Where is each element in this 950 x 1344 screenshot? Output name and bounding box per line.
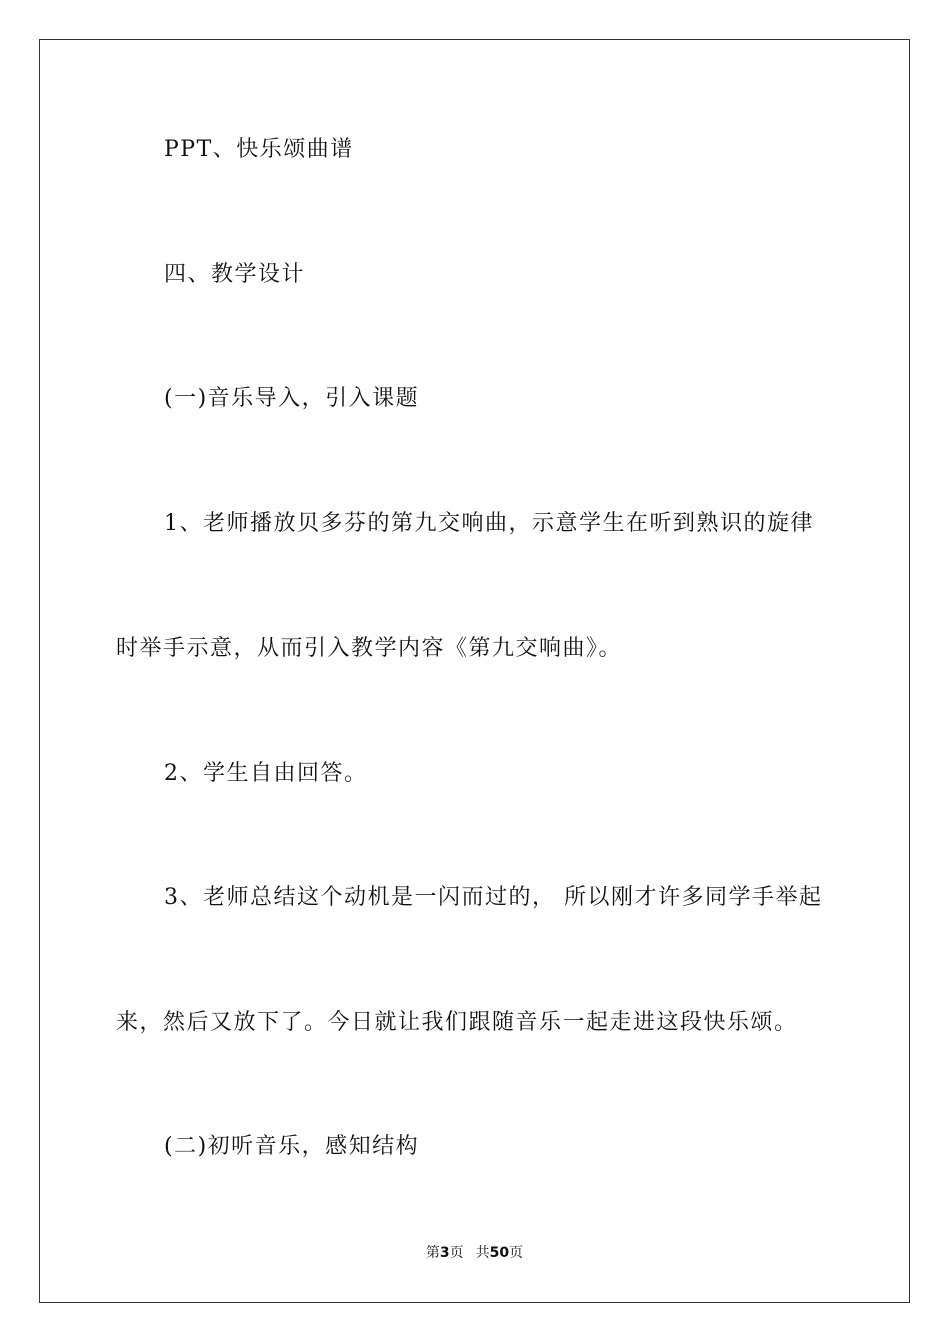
- paragraph-step-3-line-1: 3、老师总结这个动机是一闪而过的， 所以刚才许多同学手举起: [164, 885, 823, 910]
- footer-total-pages: 50: [489, 1245, 510, 1261]
- paragraph-step-2: 2、学生自由回答。: [164, 761, 368, 786]
- paragraph-materials: PPT、快乐颂曲谱: [164, 137, 354, 162]
- footer-page-suffix: 页: [449, 1245, 464, 1261]
- footer-page-number: 3: [439, 1245, 450, 1261]
- footer-total-prefix: 共: [475, 1245, 490, 1261]
- page-footer: [40, 1243, 909, 1263]
- footer-page-prefix: 第: [425, 1245, 440, 1261]
- footer-total-suffix: 页: [509, 1245, 524, 1261]
- subheading-first-listen: (二)初听音乐，感知结构: [164, 1134, 420, 1159]
- document-page: [39, 39, 910, 1303]
- paragraph-step-3-line-2: 来，然后又放下了。今日就让我们跟随音乐一起走进这段快乐颂。: [116, 1010, 798, 1035]
- paragraph-step-1-line-1: 1、老师播放贝多芬的第九交响曲，示意学生在听到熟识的旋律: [164, 511, 814, 536]
- paragraph-step-1-line-2: 时举手示意，从而引入教学内容《第九交响曲》。: [116, 636, 623, 661]
- subheading-music-intro: (一)音乐导入，引入课题: [164, 386, 420, 411]
- heading-teaching-design: 四、教学设计: [164, 262, 306, 287]
